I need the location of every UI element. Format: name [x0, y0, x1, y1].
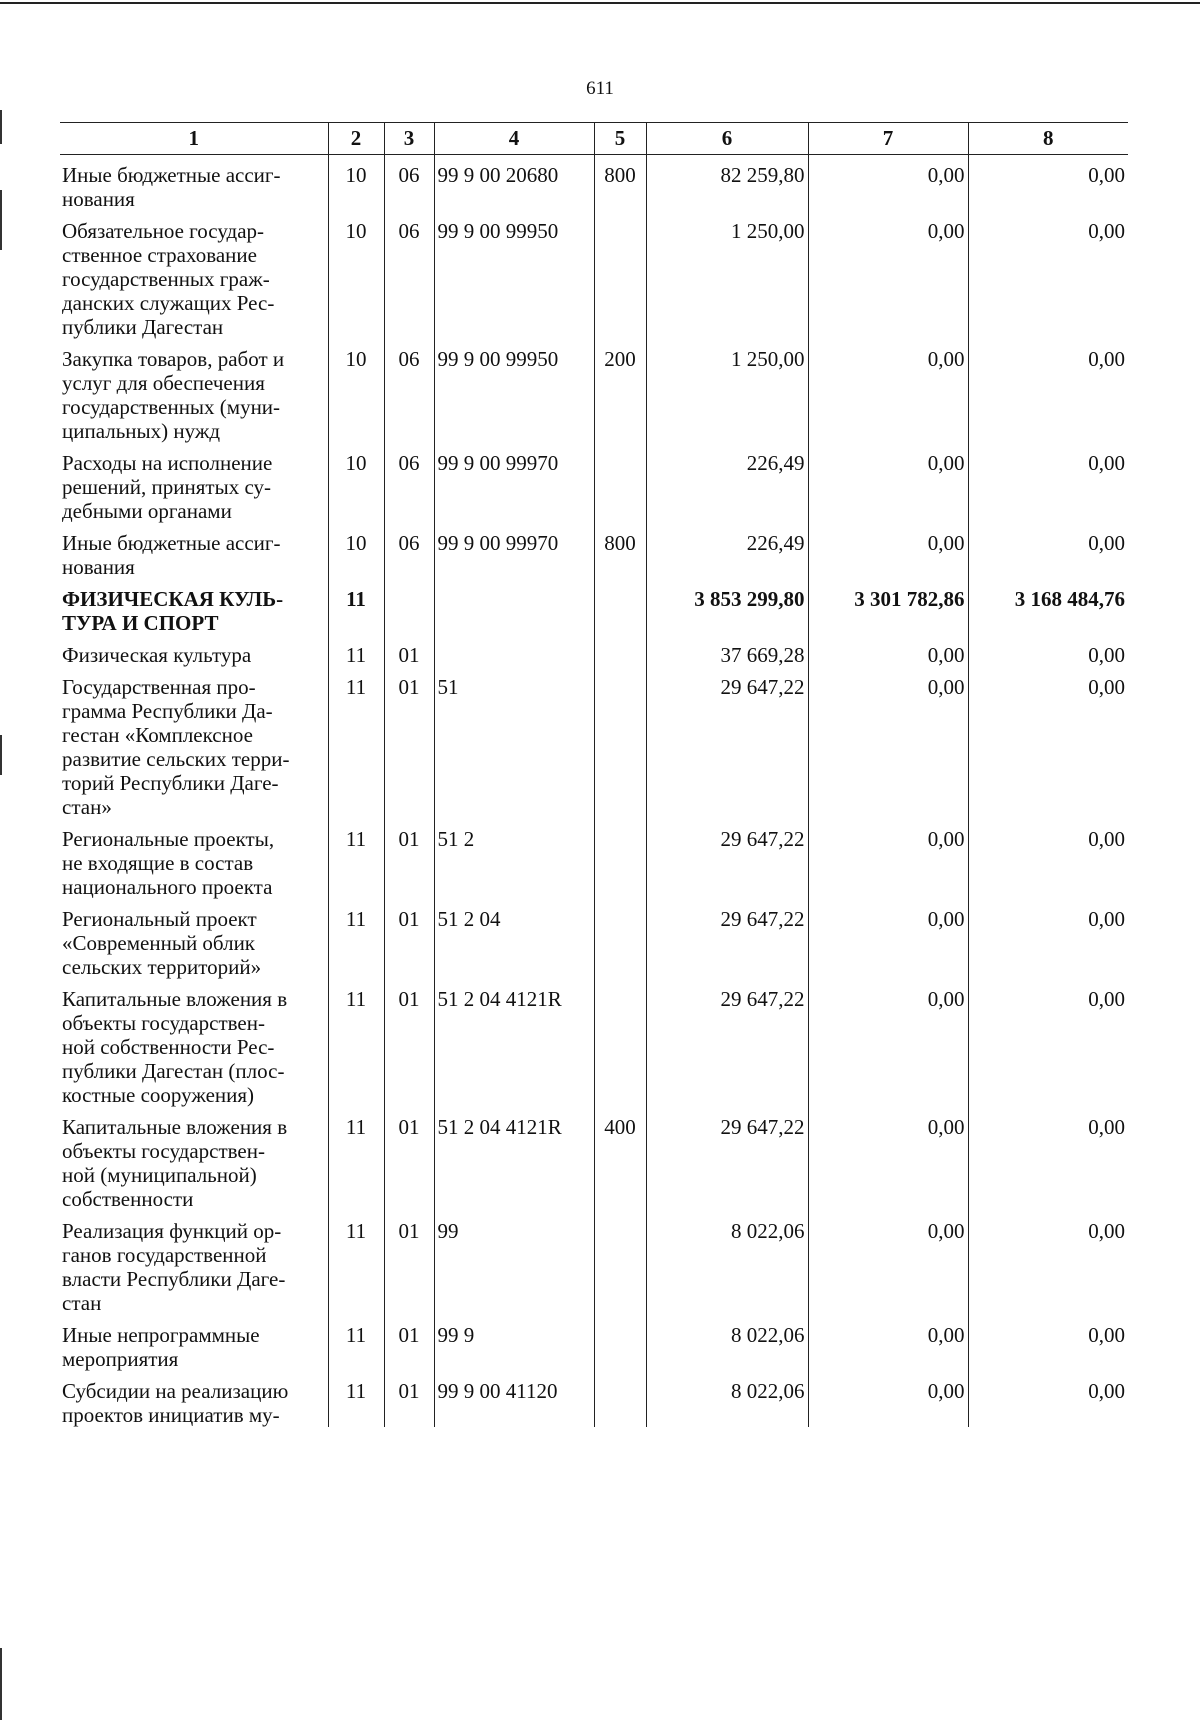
table-header-row — [60, 123, 1128, 155]
section-code: 10 — [328, 443, 384, 523]
section-code: 11 — [328, 1211, 384, 1315]
expense-type-code — [594, 1371, 646, 1427]
target-article-code: 51 2 04 — [434, 899, 594, 979]
line-item-name — [60, 1211, 328, 1315]
target-article-code: 99 9 00 99950 — [434, 211, 594, 339]
amount-col-8: 0,00 — [968, 979, 1128, 1107]
line-item-name — [60, 339, 328, 443]
amount-col-8: 0,00 — [968, 819, 1128, 899]
line-item-text: Закупка товаров, работ и услуг для обеспечения государственных (муни- ципальных) нужд — [62, 347, 285, 443]
line-item-text: ФИЗИЧЕСКАЯ КУЛЬ- ТУРА И СПОРТ — [62, 587, 284, 635]
section-code: 11 — [328, 1315, 384, 1371]
amount-col-7: 0,00 — [808, 667, 968, 819]
column-header: 6 — [646, 123, 808, 155]
amount-col-8: 3 168 484,76 — [968, 579, 1128, 635]
line-item-name — [60, 155, 328, 212]
amount-col-8: 0,00 — [968, 523, 1128, 579]
scan-margin-mark — [0, 110, 2, 144]
subsection-code: 06 — [384, 443, 434, 523]
line-item-text: Капитальные вложения в объекты государствен- ной собственности Рес- публики Дагестан (плос- костные сооружения) — [62, 987, 288, 1107]
line-item-name — [60, 979, 328, 1107]
amount-col-8: 0,00 — [968, 1315, 1128, 1371]
line-item-name — [60, 523, 328, 579]
amount-col-7: 0,00 — [808, 899, 968, 979]
amount-col-6: 1 250,00 — [646, 339, 808, 443]
subsection-code: 01 — [384, 819, 434, 899]
amount-col-7: 0,00 — [808, 443, 968, 523]
table-row — [60, 523, 1128, 579]
subsection-code: 01 — [384, 979, 434, 1107]
column-header: 5 — [594, 123, 646, 155]
table-row — [60, 667, 1128, 819]
line-item-text: Реализация функций ор- ганов государственной власти Республики Даге- стан — [62, 1219, 286, 1315]
line-item-name — [60, 443, 328, 523]
line-item-text: Региональные проекты, не входящие в состав национального проекта — [62, 827, 275, 899]
column-header: 3 — [384, 123, 434, 155]
amount-col-8: 0,00 — [968, 443, 1128, 523]
line-item-name — [60, 667, 328, 819]
section-code: 11 — [328, 1371, 384, 1427]
amount-col-7: 0,00 — [808, 339, 968, 443]
expense-type-code: 800 — [594, 155, 646, 212]
target-article-code: 99 — [434, 1211, 594, 1315]
target-article-code: 51 2 04 4121R — [434, 979, 594, 1107]
table-row — [60, 819, 1128, 899]
column-header: 4 — [434, 123, 594, 155]
table-row — [60, 579, 1128, 635]
line-item-name — [60, 579, 328, 635]
expense-type-code — [594, 979, 646, 1107]
line-item-text: Государственная про- грамма Республики Да- гестан «Комплексное развитие сельских терри- торий Республики Даге- стан» — [62, 675, 290, 819]
table-row — [60, 635, 1128, 667]
amount-col-6: 8 022,06 — [646, 1211, 808, 1315]
line-item-text: Физическая культура — [62, 643, 252, 667]
expense-type-code: 800 — [594, 523, 646, 579]
table-row — [60, 443, 1128, 523]
line-item-name — [60, 1315, 328, 1371]
target-article-code — [434, 579, 594, 635]
subsection-code: 01 — [384, 1107, 434, 1211]
subsection-code: 01 — [384, 1315, 434, 1371]
table-row — [60, 979, 1128, 1107]
amount-col-8: 0,00 — [968, 899, 1128, 979]
scan-margin-mark — [0, 735, 2, 775]
amount-col-6: 82 259,80 — [646, 155, 808, 212]
subsection-code: 01 — [384, 899, 434, 979]
expense-type-code — [594, 667, 646, 819]
scan-margin-mark — [0, 190, 2, 250]
amount-col-6: 226,49 — [646, 523, 808, 579]
amount-col-7: 3 301 782,86 — [808, 579, 968, 635]
line-item-text: Субсидии на реализацию проектов инициатив му- — [62, 1379, 289, 1427]
expense-type-code — [594, 819, 646, 899]
budget-table — [60, 122, 1128, 1427]
table-row — [60, 1371, 1128, 1427]
line-item-text: Иные бюджетные ассиг- нования — [62, 163, 281, 211]
section-code: 10 — [328, 523, 384, 579]
amount-col-6: 8 022,06 — [646, 1371, 808, 1427]
scan-margin-mark — [0, 1648, 2, 1720]
expense-type-code — [594, 211, 646, 339]
amount-col-8: 0,00 — [968, 667, 1128, 819]
amount-col-6: 37 669,28 — [646, 635, 808, 667]
amount-col-6: 29 647,22 — [646, 819, 808, 899]
subsection-code: 06 — [384, 339, 434, 443]
section-code: 10 — [328, 155, 384, 212]
expense-type-code — [594, 635, 646, 667]
target-article-code: 99 9 00 99970 — [434, 443, 594, 523]
target-article-code: 99 9 00 20680 — [434, 155, 594, 212]
section-code: 11 — [328, 979, 384, 1107]
column-header: 7 — [808, 123, 968, 155]
amount-col-7: 0,00 — [808, 211, 968, 339]
line-item-text: Капитальные вложения в объекты государствен- ной (муниципальной) собственности — [62, 1115, 288, 1211]
expense-type-code — [594, 443, 646, 523]
amount-col-7: 0,00 — [808, 1211, 968, 1315]
section-code: 11 — [328, 899, 384, 979]
target-article-code: 99 9 — [434, 1315, 594, 1371]
top-border-line — [0, 2, 1200, 4]
table-row — [60, 1107, 1128, 1211]
line-item-name — [60, 819, 328, 899]
amount-col-6: 3 853 299,80 — [646, 579, 808, 635]
target-article-code: 51 2 04 4121R — [434, 1107, 594, 1211]
target-article-code — [434, 635, 594, 667]
expense-type-code — [594, 579, 646, 635]
amount-col-6: 29 647,22 — [646, 979, 808, 1107]
amount-col-6: 29 647,22 — [646, 667, 808, 819]
amount-col-6: 29 647,22 — [646, 1107, 808, 1211]
amount-col-6: 8 022,06 — [646, 1315, 808, 1371]
line-item-text: Расходы на исполнение решений, принятых су- дебными органами — [62, 451, 273, 523]
section-code: 10 — [328, 339, 384, 443]
table-row — [60, 1211, 1128, 1315]
section-code: 10 — [328, 211, 384, 339]
column-header: 2 — [328, 123, 384, 155]
line-item-text: Иные бюджетные ассиг- нования — [62, 531, 281, 579]
table-row — [60, 155, 1128, 212]
amount-col-6: 29 647,22 — [646, 899, 808, 979]
amount-col-6: 1 250,00 — [646, 211, 808, 339]
amount-col-7: 0,00 — [808, 1107, 968, 1211]
target-article-code: 99 9 00 41120 — [434, 1371, 594, 1427]
amount-col-8: 0,00 — [968, 1371, 1128, 1427]
amount-col-7: 0,00 — [808, 635, 968, 667]
table-row — [60, 1315, 1128, 1371]
amount-col-8: 0,00 — [968, 1107, 1128, 1211]
subsection-code: 06 — [384, 523, 434, 579]
line-item-text: Иные непрограммные мероприятия — [62, 1323, 260, 1371]
line-item-name — [60, 1107, 328, 1211]
page-number: 611 — [586, 78, 614, 99]
table-row — [60, 899, 1128, 979]
target-article-code: 99 9 00 99950 — [434, 339, 594, 443]
section-code: 11 — [328, 1107, 384, 1211]
amount-col-7: 0,00 — [808, 819, 968, 899]
amount-col-7: 0,00 — [808, 979, 968, 1107]
subsection-code: 06 — [384, 211, 434, 339]
target-article-code: 51 — [434, 667, 594, 819]
line-item-text: Региональный проект «Современный облик сельских территорий» — [62, 907, 262, 979]
amount-col-6: 226,49 — [646, 443, 808, 523]
subsection-code: 01 — [384, 1371, 434, 1427]
expense-type-code: 200 — [594, 339, 646, 443]
subsection-code: 01 — [384, 667, 434, 819]
amount-col-8: 0,00 — [968, 211, 1128, 339]
amount-col-7: 0,00 — [808, 1371, 968, 1427]
expense-type-code — [594, 1315, 646, 1371]
column-header: 8 — [968, 123, 1128, 155]
line-item-name — [60, 899, 328, 979]
section-code: 11 — [328, 579, 384, 635]
amount-col-8: 0,00 — [968, 339, 1128, 443]
expense-type-code — [594, 1211, 646, 1315]
amount-col-7: 0,00 — [808, 523, 968, 579]
line-item-name — [60, 635, 328, 667]
line-item-name — [60, 1371, 328, 1427]
amount-col-7: 0,00 — [808, 1315, 968, 1371]
amount-col-8: 0,00 — [968, 155, 1128, 212]
section-code: 11 — [328, 635, 384, 667]
expense-type-code: 400 — [594, 1107, 646, 1211]
subsection-code: 01 — [384, 635, 434, 667]
line-item-text: Обязательное государ- ственное страхование государственных граж- данских служащих Рес- публики Дагестан — [62, 219, 275, 339]
subsection-code — [384, 579, 434, 635]
amount-col-7: 0,00 — [808, 155, 968, 212]
table-row — [60, 339, 1128, 443]
column-header: 1 — [60, 123, 328, 155]
table-row — [60, 211, 1128, 339]
section-code: 11 — [328, 667, 384, 819]
line-item-name — [60, 211, 328, 339]
section-code: 11 — [328, 819, 384, 899]
amount-col-8: 0,00 — [968, 1211, 1128, 1315]
amount-col-8: 0,00 — [968, 635, 1128, 667]
target-article-code: 51 2 — [434, 819, 594, 899]
subsection-code: 01 — [384, 1211, 434, 1315]
subsection-code: 06 — [384, 155, 434, 212]
table-body — [60, 155, 1128, 1428]
target-article-code: 99 9 00 99970 — [434, 523, 594, 579]
expense-type-code — [594, 899, 646, 979]
